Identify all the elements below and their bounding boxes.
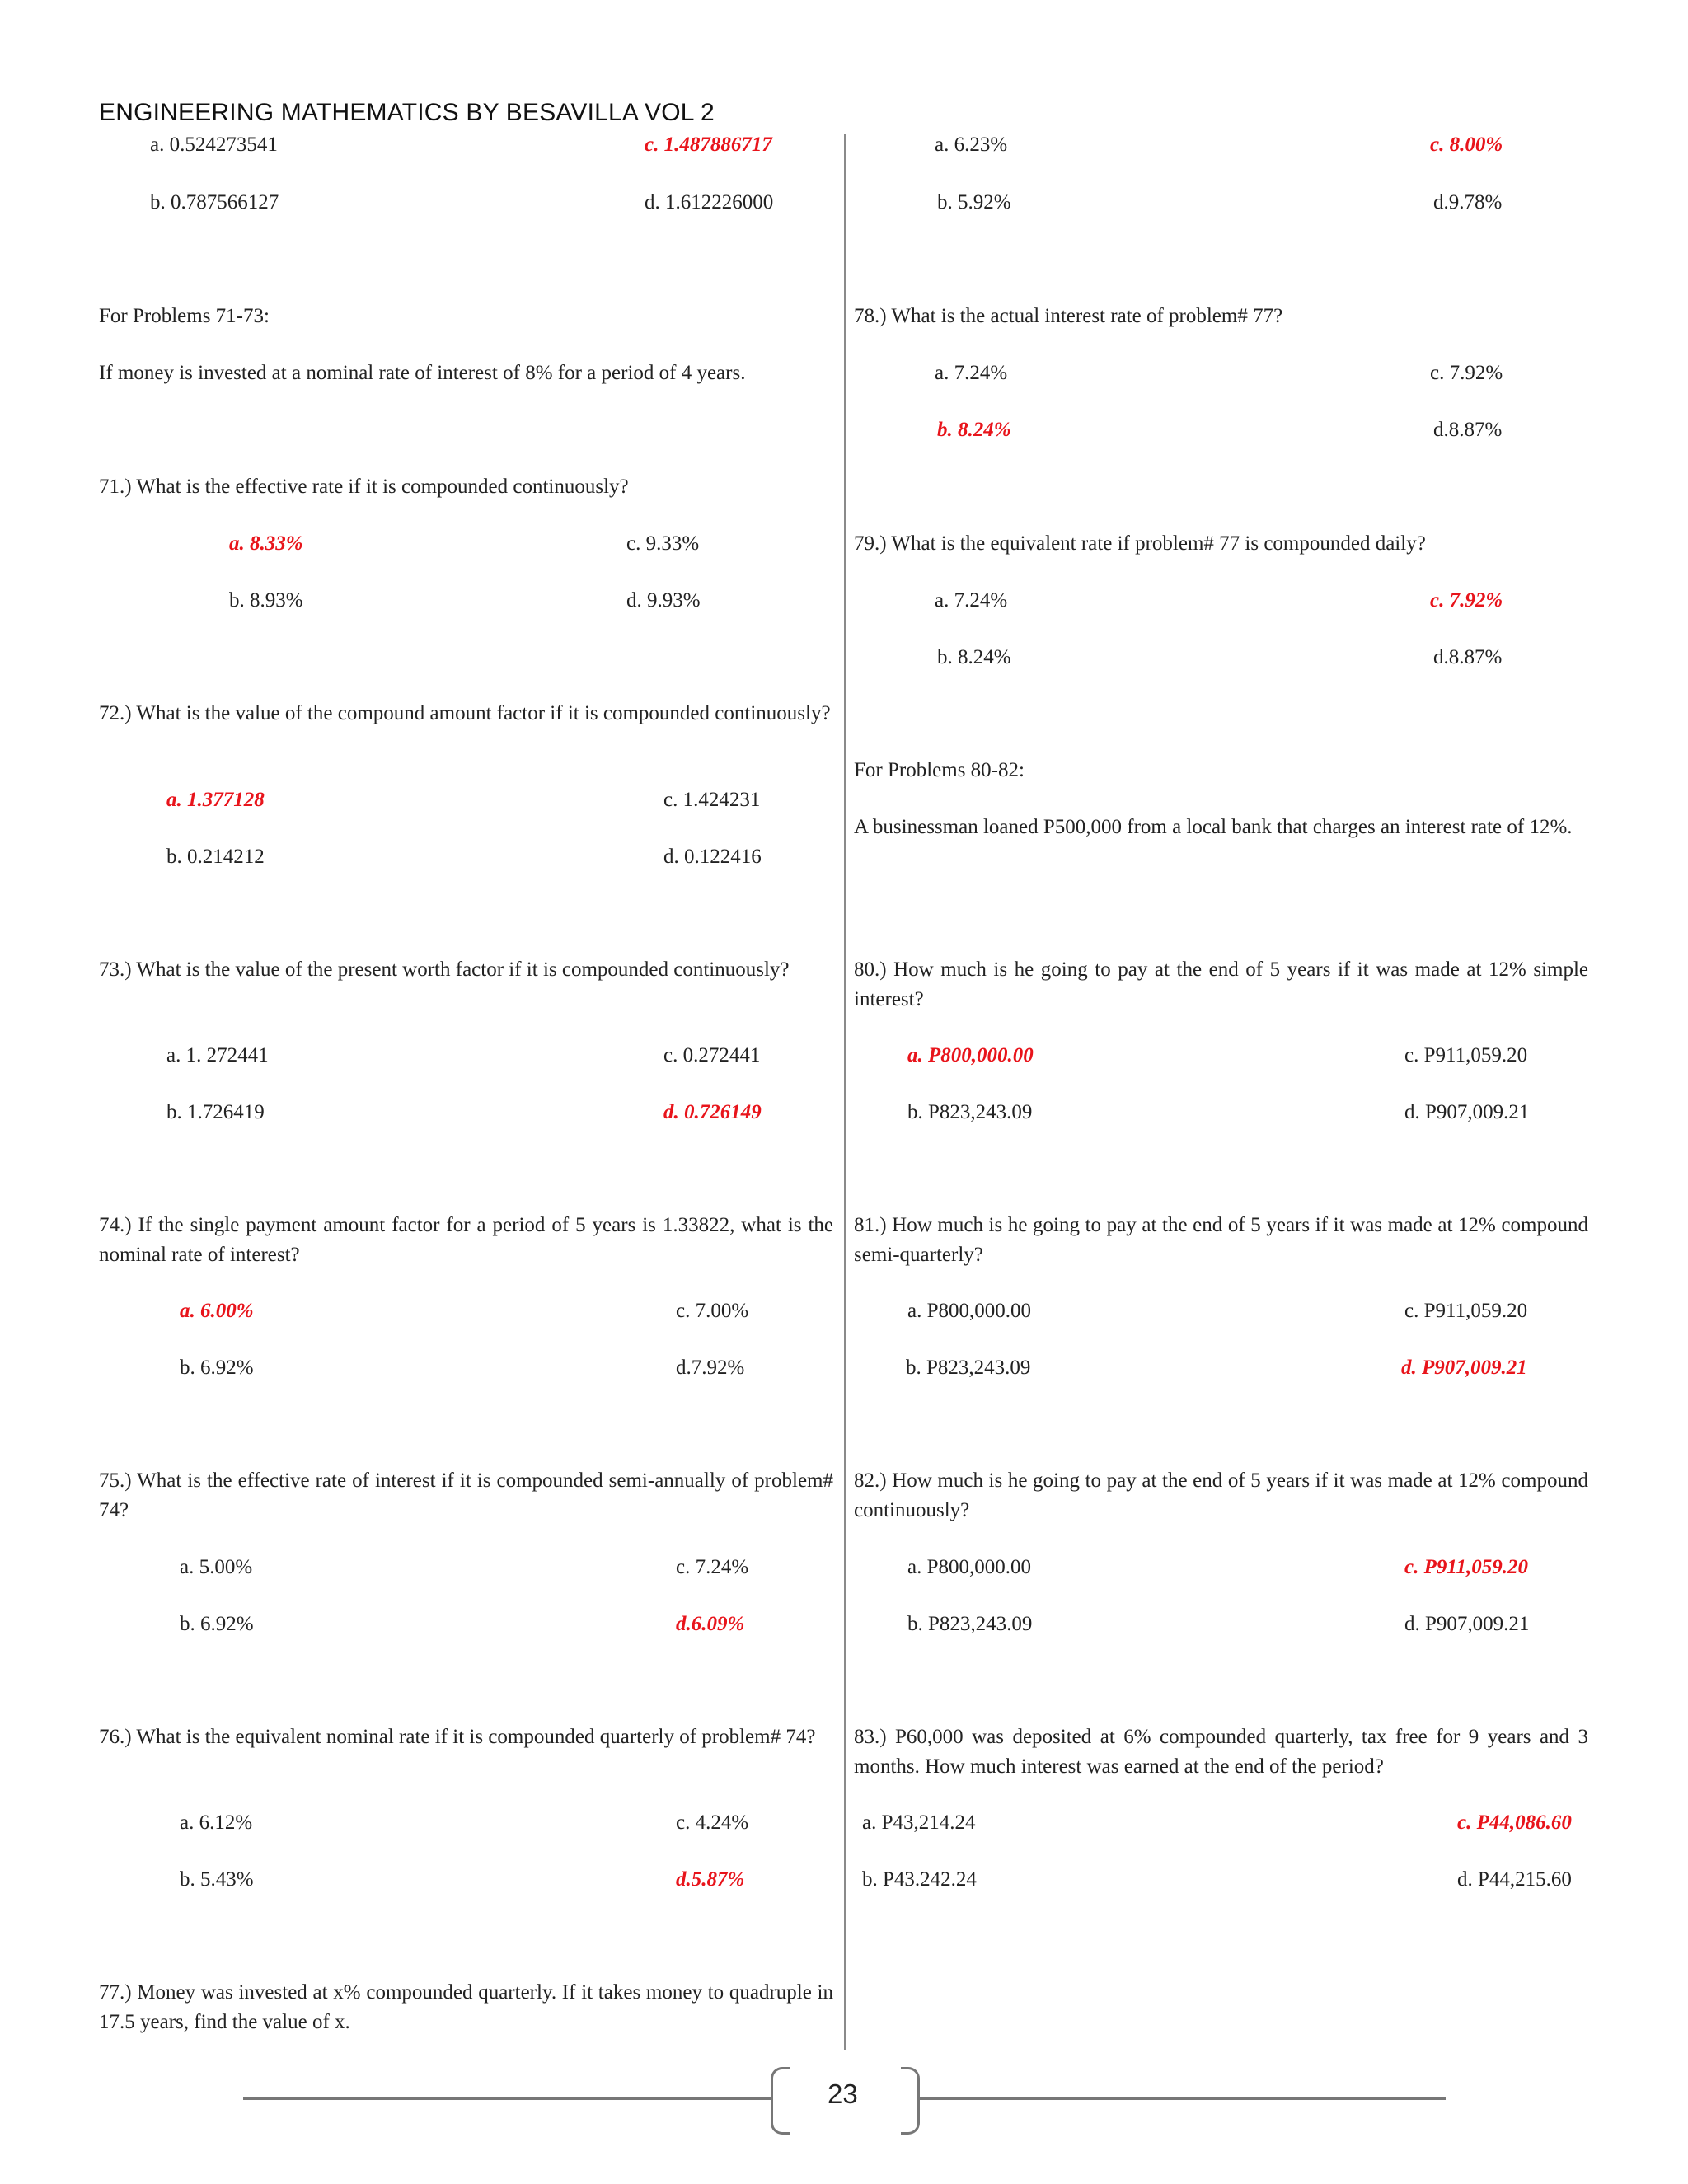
- choice-c-answer: c. P44,086.60: [1457, 1811, 1572, 1834]
- question-79: 79.) What is the equivalent rate if problem# 77 is compounded daily?: [854, 532, 1426, 555]
- choice-c-answer: c. 1.487886717: [645, 134, 772, 156]
- choice-b: b. P43.242.24: [862, 1868, 977, 1891]
- right-bracket-icon: [901, 2067, 920, 2135]
- question-73: 73.) What is the value of the present worth factor if it is compounded continuously?: [99, 958, 790, 981]
- choice-a-answer: a. 1.377128: [166, 789, 265, 811]
- choice-d: d. 1.612226000: [645, 191, 774, 213]
- choice-c: c. 0.272441: [663, 1044, 761, 1066]
- left-bracket-icon: [771, 2067, 790, 2135]
- choice-c-answer: c. 7.92%: [1430, 589, 1503, 612]
- choice-b: b. P823,243.09: [906, 1357, 1031, 1379]
- choice-c: c. 7.24%: [676, 1556, 749, 1578]
- choice-c-answer: c. P911,059.20: [1404, 1556, 1528, 1578]
- footer-rule-left: [243, 2097, 771, 2100]
- choice-b: b. 1.726419: [166, 1101, 265, 1123]
- question-75: 75.) What is the effective rate of interest if it is compounded semi-annually of problem# 74?: [99, 1469, 833, 1521]
- choice-c: c. P911,059.20: [1404, 1044, 1528, 1066]
- choice-b: b. 8.24%: [937, 646, 1011, 668]
- choice-a-answer: a. 6.00%: [180, 1300, 254, 1322]
- choice-a-answer: a. P800,000.00: [907, 1044, 1034, 1066]
- problems-71-73-heading: For Problems 71-73:: [99, 305, 270, 327]
- choice-d-answer: d. 0.726149: [663, 1101, 762, 1123]
- choice-a: a. P43,214.24: [862, 1811, 976, 1834]
- question-71: 71.) What is the effective rate if it is compounded continuously?: [99, 476, 629, 498]
- choice-c: c. 4.24%: [676, 1811, 749, 1834]
- choice-b-answer: b. 8.24%: [937, 419, 1011, 441]
- choice-a: a. 0.524273541: [150, 134, 278, 156]
- question-81: 81.) How much is he going to pay at the end of 5 years if it was made at 12% compound semi-quarterly?: [854, 1214, 1588, 1266]
- choice-b: b. 6.92%: [180, 1613, 254, 1635]
- choice-b: b. 6.92%: [180, 1357, 254, 1379]
- question-72: 72.) What is the value of the compound amount factor if it is compounded continuously?: [99, 702, 831, 724]
- choice-b: b. 0.214212: [166, 846, 265, 868]
- question-74: 74.) If the single payment amount factor for a period of 5 years is 1.33822, what is the nominal rate of interest?: [99, 1214, 833, 1266]
- choice-a: a. P800,000.00: [907, 1300, 1031, 1322]
- choice-c: c. P911,059.20: [1404, 1300, 1528, 1322]
- choice-d: d.7.92%: [676, 1357, 745, 1379]
- question-80: 80.) How much is he going to pay at the end of 5 years if it was made at 12% simple interest?: [854, 958, 1588, 1010]
- choice-a: a. 7.24%: [935, 362, 1008, 384]
- footer-rule-right: [920, 2097, 1446, 2100]
- choice-d: d.8.87%: [1433, 419, 1503, 441]
- choice-d: d.8.87%: [1433, 646, 1503, 668]
- document-header: ENGINEERING MATHEMATICS BY BESAVILLA VOL 2: [99, 99, 715, 126]
- problems-80-82-setup: A businessman loaned P500,000 from a local bank that charges an interest rate of 12%.: [854, 816, 1573, 838]
- question-78: 78.) What is the actual interest rate of problem# 77?: [854, 305, 1283, 327]
- choice-a-answer: a. 8.33%: [229, 532, 303, 555]
- choice-a: a. 5.00%: [180, 1556, 253, 1578]
- choice-a: a. 7.24%: [935, 589, 1008, 612]
- choice-a: a. 6.12%: [180, 1811, 253, 1834]
- problems-80-82-heading: For Problems 80-82:: [854, 759, 1025, 781]
- choice-d: d. 0.122416: [663, 846, 762, 868]
- choice-d: d. P907,009.21: [1404, 1101, 1530, 1123]
- choice-d-answer: d.5.87%: [676, 1868, 745, 1891]
- choice-b: b. 8.93%: [229, 589, 303, 612]
- choice-d: d.9.78%: [1433, 191, 1503, 213]
- choice-c-answer: c. 8.00%: [1430, 134, 1503, 156]
- question-76: 76.) What is the equivalent nominal rate if it is compounded quarterly of problem# 74?: [99, 1726, 816, 1748]
- choice-d: d. P44,215.60: [1457, 1868, 1572, 1891]
- choice-a: a. P800,000.00: [907, 1556, 1031, 1578]
- choice-a: a. 6.23%: [935, 134, 1008, 156]
- choice-b: b. P823,243.09: [907, 1101, 1033, 1123]
- choice-d-answer: d.6.09%: [676, 1613, 745, 1635]
- choice-c: c. 7.00%: [676, 1300, 749, 1322]
- choice-c: c. 1.424231: [663, 789, 761, 811]
- question-83: 83.) P60,000 was deposited at 6% compounded quarterly, tax free for 9 years and 3 months. How much interest was earned at the end of the period?: [854, 1726, 1588, 1778]
- page-number: 23: [828, 2079, 858, 2109]
- choice-b: b. 5.92%: [937, 191, 1011, 213]
- choice-d: d. 9.93%: [626, 589, 701, 612]
- question-77: 77.) Money was invested at x% compounded quarterly. If it takes money to quadruple in 17.5 years, find the value of x.: [99, 1981, 833, 2033]
- choice-d: d. P907,009.21: [1404, 1613, 1530, 1635]
- problems-71-73-setup: If money is invested at a nominal rate of interest of 8% for a period of 4 years.: [99, 362, 746, 384]
- column-divider: [844, 134, 846, 2050]
- choice-b: b. 0.787566127: [150, 191, 279, 213]
- choice-b: b. P823,243.09: [907, 1613, 1033, 1635]
- choice-c: c. 9.33%: [626, 532, 700, 555]
- choice-a: a. 1. 272441: [166, 1044, 269, 1066]
- choice-c: c. 7.92%: [1430, 362, 1503, 384]
- question-82: 82.) How much is he going to pay at the end of 5 years if it was made at 12% compound continuously?: [854, 1469, 1588, 1521]
- choice-b: b. 5.43%: [180, 1868, 254, 1891]
- choice-d-answer: d. P907,009.21: [1401, 1357, 1527, 1379]
